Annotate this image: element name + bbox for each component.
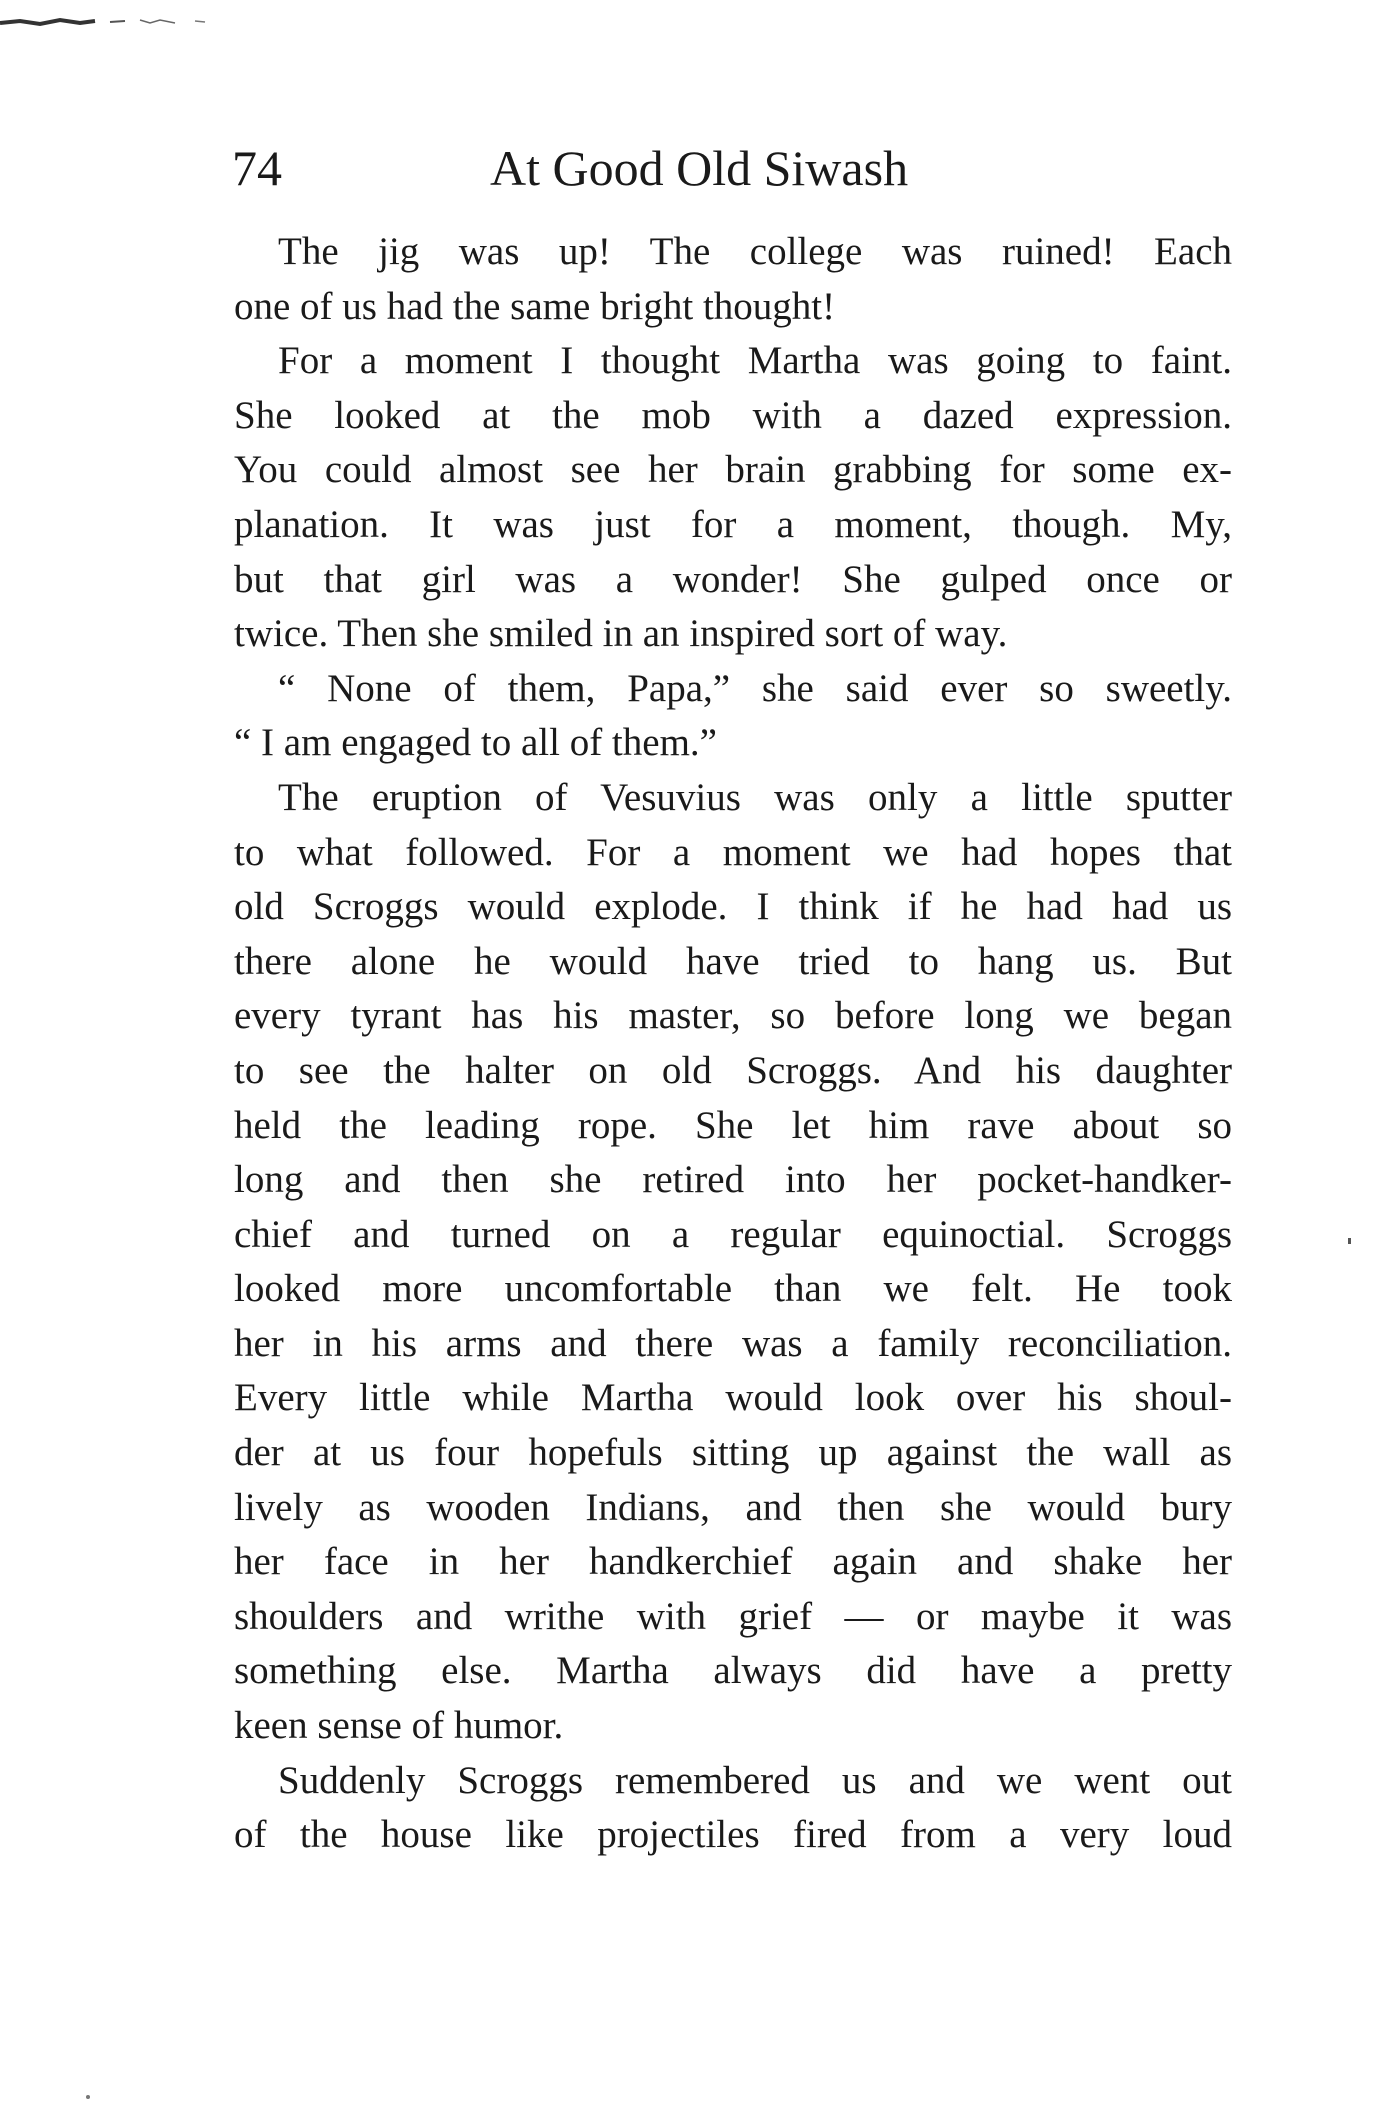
text-line: For a moment I thought Martha was going to faint.	[278, 339, 1232, 383]
text-line: The jig was up! The college was ruined! Each	[278, 230, 1232, 273]
text-line: old Scroggs would explode. I think if he had had us	[234, 885, 1232, 929]
text-line: of the house like projectiles fired from a very loud	[234, 1813, 1232, 1857]
text-line: der at us four hopefuls sitting up against the wall as	[234, 1431, 1232, 1475]
text-line: shoulders and writhe with grief — or maybe it was	[234, 1594, 1232, 1638]
running-head	[232, 138, 1232, 198]
text-line: The eruption of Vesuvius was only a little sputter	[278, 775, 1232, 819]
text-line: every tyrant has his master, so before long we began	[234, 994, 1232, 1038]
text-line: lively as wooden Indians, and then she would bury	[234, 1485, 1232, 1529]
text-line: but that girl was a wonder! She gulped once or	[234, 557, 1232, 601]
page-number: 74	[232, 140, 282, 196]
running-title: At Good Old Siwash	[490, 140, 909, 196]
scan-dust-dot	[86, 2095, 90, 2099]
text-line: to what followed. For a moment we had hopes that	[234, 830, 1232, 874]
text-line: one of us had the same bright thought!	[234, 284, 836, 328]
text-line: planation. It was just for a moment, though. My,	[234, 502, 1232, 546]
text-line: “ None of them, Papa,” she said ever so sweetly.	[278, 666, 1232, 710]
text-line: chief and turned on a regular equinoctial. Scroggs	[234, 1212, 1232, 1256]
text-line: long and then she retired into her pocket-handker-	[234, 1158, 1232, 1202]
text-line: her face in her handkerchief again and shake her	[234, 1540, 1232, 1584]
text-line: She looked at the mob with a dazed expression.	[234, 393, 1232, 437]
text-line: “ I am engaged to all of them.”	[234, 721, 717, 765]
text-line: looked more uncomfortable than we felt. He took	[234, 1267, 1232, 1311]
text-line: there alone he would have tried to hang us. But	[234, 939, 1232, 983]
text-line: to see the halter on old Scroggs. And his daughter	[234, 1048, 1232, 1092]
stray-ink-mark	[1348, 1238, 1351, 1244]
text-line: something else. Martha always did have a pretty	[234, 1649, 1232, 1693]
text-line: Suddenly Scroggs remembered us and we went out	[278, 1758, 1232, 1802]
text-line: her in his arms and there was a family reconciliation.	[234, 1321, 1232, 1365]
text-line: held the leading rope. She let him rave about so	[234, 1103, 1232, 1147]
text-line: Every little while Martha would look over his shoul-	[234, 1376, 1232, 1420]
scan-artifact-mark	[0, 14, 230, 28]
text-line: You could almost see her brain grabbing for some ex-	[234, 448, 1232, 492]
text-line: twice. Then she smiled in an inspired sort of way.	[234, 612, 1008, 656]
text-line: keen sense of humor.	[234, 1704, 564, 1748]
body-text	[234, 225, 1232, 1863]
